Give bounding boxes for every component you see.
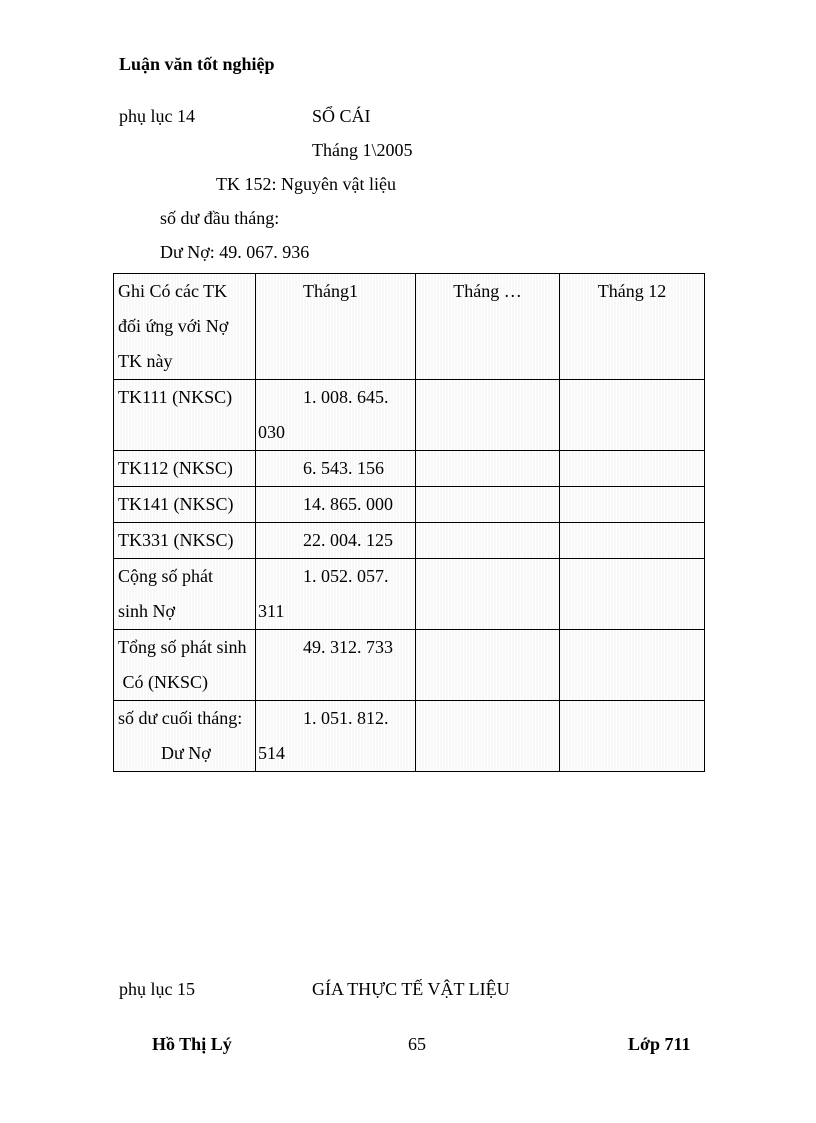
table-row	[114, 701, 705, 772]
row-value-month-middle	[416, 380, 560, 451]
row-value-month-12	[560, 559, 705, 630]
row-label: TK141 (NKSC)	[114, 487, 256, 523]
row-value-month-1: 6. 543. 156	[256, 451, 416, 487]
ledger-heading: SỔ CÁI	[312, 106, 371, 126]
row-label: TK112 (NKSC)	[114, 451, 256, 487]
row-value-month-1: 14. 865. 000	[256, 487, 416, 523]
row-value-month-12	[560, 487, 705, 523]
row-label: Tổng số phát sinh Có (NKSC)	[114, 630, 256, 701]
row-value-month-1: 22. 004. 125	[256, 523, 416, 559]
table-row	[114, 630, 705, 701]
row-value-month-12	[560, 451, 705, 487]
ledger-account: TK 152: Nguyên vật liệu	[216, 174, 396, 194]
document-header-title: Luận văn tốt nghiệp	[119, 54, 275, 74]
table-row	[114, 487, 705, 523]
table-row	[114, 559, 705, 630]
header-line: Ghi Có các TK	[118, 281, 228, 301]
row-value-month-1: 1. 052. 057. 311	[256, 559, 416, 630]
ledger-table	[113, 273, 705, 772]
row-value-month-middle	[416, 451, 560, 487]
header-line: đối ứng với Nợ	[118, 316, 229, 336]
row-value-month-12	[560, 701, 705, 772]
material-price-heading: GÍA THỰC TẾ VẬT LIỆU	[312, 979, 510, 999]
table-row	[114, 451, 705, 487]
table-row	[114, 380, 705, 451]
row-value-month-12	[560, 630, 705, 701]
row-label: TK331 (NKSC)	[114, 523, 256, 559]
opening-balance-label: số dư đầu tháng:	[160, 208, 280, 228]
row-value-month-12	[560, 380, 705, 451]
header-cell-month-middle: Tháng …	[416, 274, 560, 380]
row-value-month-middle	[416, 630, 560, 701]
appendix-15-label: phụ lục 15	[119, 979, 195, 999]
row-value-month-middle	[416, 701, 560, 772]
row-value-month-middle	[416, 559, 560, 630]
table-header-row	[114, 274, 705, 380]
footer-class: Lớp 711	[628, 1034, 691, 1054]
header-line: TK này	[118, 351, 173, 371]
header-cell-contra-accounts	[114, 274, 256, 380]
table-row	[114, 523, 705, 559]
ledger-month: Tháng 1\2005	[312, 140, 413, 160]
row-value-month-1: 1. 051. 812. 514	[256, 701, 416, 772]
appendix-14-label: phụ lục 14	[119, 106, 195, 126]
row-value-month-1: 1. 008. 645. 030	[256, 380, 416, 451]
row-value-month-1: 49. 312. 733	[256, 630, 416, 701]
opening-balance-value: Dư Nợ: 49. 067. 936	[160, 242, 310, 262]
row-value-month-middle	[416, 523, 560, 559]
row-label: TK111 (NKSC)	[114, 380, 256, 451]
row-value-month-12	[560, 523, 705, 559]
row-value-month-middle	[416, 487, 560, 523]
row-label: Cộng số phát sinh Nợ	[114, 559, 256, 630]
header-cell-month-1: Tháng1	[256, 274, 416, 380]
footer-page-number: 65	[408, 1034, 426, 1054]
row-label: số dư cuối tháng: Dư Nợ	[114, 701, 256, 772]
footer-author: Hồ Thị Lý	[152, 1034, 232, 1054]
header-cell-month-12: Tháng 12	[560, 274, 705, 380]
